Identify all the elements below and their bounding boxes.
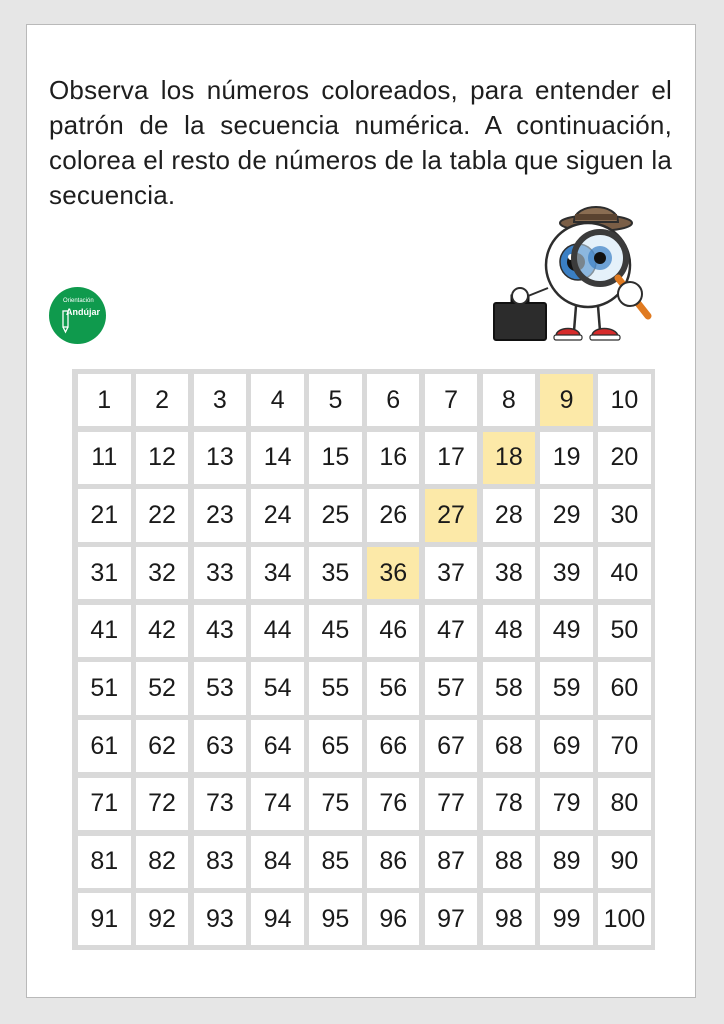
logo-text-main: Andújar xyxy=(66,307,101,317)
number-cell[interactable]: 50 xyxy=(598,605,651,657)
number-cell[interactable]: 5 xyxy=(309,374,362,426)
number-cell[interactable]: 83 xyxy=(194,836,247,888)
number-cell[interactable]: 22 xyxy=(136,489,189,541)
number-cell[interactable]: 72 xyxy=(136,778,189,830)
number-cell[interactable]: 32 xyxy=(136,547,189,599)
number-cell[interactable]: 75 xyxy=(309,778,362,830)
number-cell[interactable]: 44 xyxy=(251,605,304,657)
number-cell[interactable]: 6 xyxy=(367,374,420,426)
number-cell[interactable]: 29 xyxy=(540,489,593,541)
number-cell[interactable]: 95 xyxy=(309,893,362,945)
number-cell[interactable]: 53 xyxy=(194,662,247,714)
number-cell[interactable]: 60 xyxy=(598,662,651,714)
number-cell-highlighted[interactable]: 36 xyxy=(367,547,420,599)
number-cell[interactable]: 82 xyxy=(136,836,189,888)
number-cell[interactable]: 81 xyxy=(78,836,131,888)
number-cell[interactable]: 55 xyxy=(309,662,362,714)
number-cell[interactable]: 34 xyxy=(251,547,304,599)
number-cell[interactable]: 97 xyxy=(425,893,478,945)
number-cell[interactable]: 71 xyxy=(78,778,131,830)
number-cell[interactable]: 30 xyxy=(598,489,651,541)
number-cell[interactable]: 92 xyxy=(136,893,189,945)
number-cell[interactable]: 10 xyxy=(598,374,651,426)
number-cell[interactable]: 26 xyxy=(367,489,420,541)
number-cell[interactable]: 73 xyxy=(194,778,247,830)
number-cell[interactable]: 79 xyxy=(540,778,593,830)
number-cell[interactable]: 8 xyxy=(483,374,536,426)
number-cell[interactable]: 57 xyxy=(425,662,478,714)
number-cell[interactable]: 84 xyxy=(251,836,304,888)
number-cell[interactable]: 78 xyxy=(483,778,536,830)
number-cell[interactable]: 35 xyxy=(309,547,362,599)
number-cell[interactable]: 85 xyxy=(309,836,362,888)
orientacion-andujar-logo xyxy=(49,287,106,344)
number-cell[interactable]: 66 xyxy=(367,720,420,772)
number-cell[interactable]: 99 xyxy=(540,893,593,945)
number-cell[interactable]: 77 xyxy=(425,778,478,830)
number-cell[interactable]: 100 xyxy=(598,893,651,945)
number-cell[interactable]: 89 xyxy=(540,836,593,888)
number-cell[interactable]: 65 xyxy=(309,720,362,772)
number-cell[interactable]: 25 xyxy=(309,489,362,541)
number-cell[interactable]: 14 xyxy=(251,432,304,484)
detective-eye-mascot-icon xyxy=(488,196,660,350)
number-cell[interactable]: 43 xyxy=(194,605,247,657)
number-cell[interactable]: 12 xyxy=(136,432,189,484)
number-cell[interactable]: 7 xyxy=(425,374,478,426)
number-cell-highlighted[interactable]: 9 xyxy=(540,374,593,426)
number-cell[interactable]: 64 xyxy=(251,720,304,772)
number-cell[interactable]: 37 xyxy=(425,547,478,599)
number-cell[interactable]: 93 xyxy=(194,893,247,945)
number-cell[interactable]: 41 xyxy=(78,605,131,657)
number-cell[interactable]: 91 xyxy=(78,893,131,945)
number-cell[interactable]: 56 xyxy=(367,662,420,714)
number-cell[interactable]: 4 xyxy=(251,374,304,426)
number-cell[interactable]: 90 xyxy=(598,836,651,888)
number-cell[interactable]: 2 xyxy=(136,374,189,426)
number-cell[interactable]: 86 xyxy=(367,836,420,888)
number-cell[interactable]: 67 xyxy=(425,720,478,772)
number-cell[interactable]: 68 xyxy=(483,720,536,772)
logo-text-top: Orientación xyxy=(63,298,94,304)
number-cell[interactable]: 17 xyxy=(425,432,478,484)
number-cell[interactable]: 76 xyxy=(367,778,420,830)
number-cell[interactable]: 13 xyxy=(194,432,247,484)
number-cell[interactable]: 54 xyxy=(251,662,304,714)
number-cell[interactable]: 40 xyxy=(598,547,651,599)
number-cell[interactable]: 80 xyxy=(598,778,651,830)
number-cell[interactable]: 1 xyxy=(78,374,131,426)
number-cell[interactable]: 98 xyxy=(483,893,536,945)
number-grid xyxy=(72,369,655,950)
number-cell[interactable]: 16 xyxy=(367,432,420,484)
number-cell[interactable]: 49 xyxy=(540,605,593,657)
number-cell[interactable]: 61 xyxy=(78,720,131,772)
number-cell[interactable]: 69 xyxy=(540,720,593,772)
number-cell[interactable]: 94 xyxy=(251,893,304,945)
number-cell[interactable]: 87 xyxy=(425,836,478,888)
number-cell[interactable]: 62 xyxy=(136,720,189,772)
number-cell[interactable]: 59 xyxy=(540,662,593,714)
number-cell[interactable]: 46 xyxy=(367,605,420,657)
number-cell[interactable]: 3 xyxy=(194,374,247,426)
number-cell-highlighted[interactable]: 27 xyxy=(425,489,478,541)
number-cell[interactable]: 15 xyxy=(309,432,362,484)
instructions-text: Observa los números coloreados, para entender el patrón de la secuencia numérica. A continuación, colorea el resto de números de la tabla que siguen la secuencia. xyxy=(49,75,672,210)
number-cell[interactable]: 52 xyxy=(136,662,189,714)
number-cell[interactable]: 51 xyxy=(78,662,131,714)
number-cell[interactable]: 38 xyxy=(483,547,536,599)
number-cell[interactable]: 24 xyxy=(251,489,304,541)
number-cell[interactable]: 96 xyxy=(367,893,420,945)
number-cell[interactable]: 58 xyxy=(483,662,536,714)
hundred-chart xyxy=(72,369,655,950)
pencil-icon xyxy=(49,287,106,344)
number-cell[interactable]: 42 xyxy=(136,605,189,657)
number-cell[interactable]: 70 xyxy=(598,720,651,772)
number-cell[interactable]: 11 xyxy=(78,432,131,484)
number-cell[interactable]: 48 xyxy=(483,605,536,657)
number-cell[interactable]: 23 xyxy=(194,489,247,541)
number-cell[interactable]: 88 xyxy=(483,836,536,888)
number-cell[interactable]: 31 xyxy=(78,547,131,599)
number-cell-highlighted[interactable]: 18 xyxy=(483,432,536,484)
number-cell[interactable]: 19 xyxy=(540,432,593,484)
number-cell[interactable]: 63 xyxy=(194,720,247,772)
number-cell[interactable]: 39 xyxy=(540,547,593,599)
number-cell[interactable]: 28 xyxy=(483,489,536,541)
number-cell[interactable]: 33 xyxy=(194,547,247,599)
number-cell[interactable]: 45 xyxy=(309,605,362,657)
number-cell[interactable]: 74 xyxy=(251,778,304,830)
number-cell[interactable]: 47 xyxy=(425,605,478,657)
number-cell[interactable]: 20 xyxy=(598,432,651,484)
number-cell[interactable]: 21 xyxy=(78,489,131,541)
